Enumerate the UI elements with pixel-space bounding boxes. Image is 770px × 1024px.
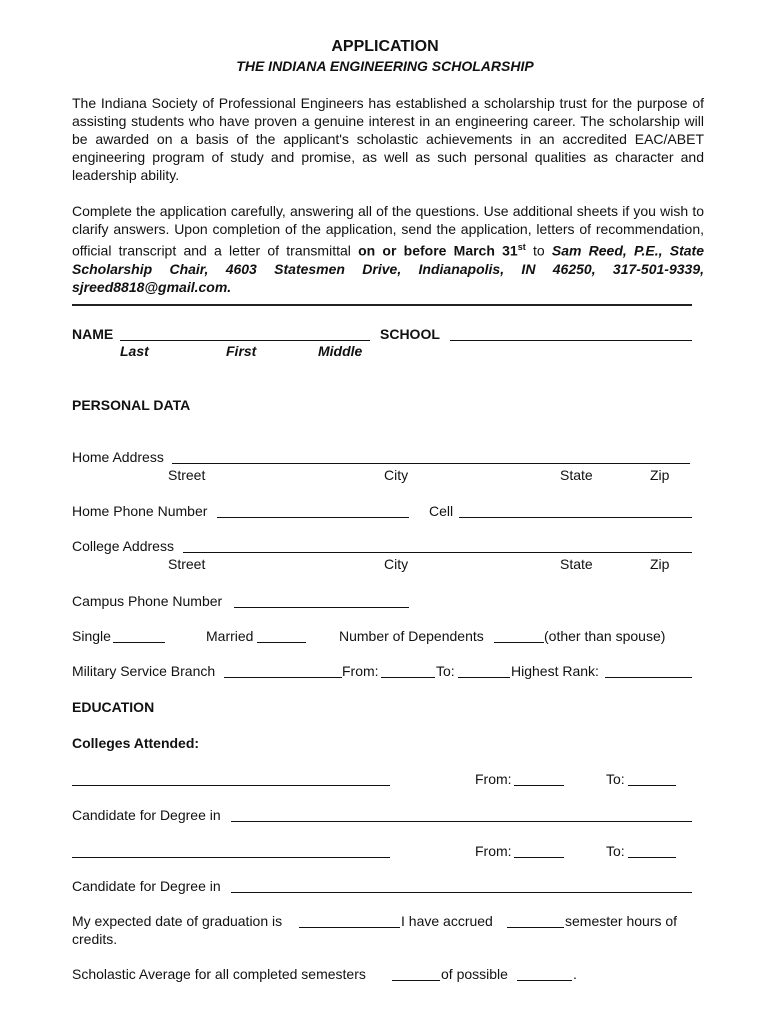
colleges-label: Colleges Attended: (72, 735, 200, 751)
semester-hours-label: semester hours of (565, 913, 678, 929)
military-from-field[interactable] (381, 664, 435, 678)
military-field[interactable] (224, 664, 342, 678)
instructions-paragraph (72, 202, 704, 296)
single-label: Single (72, 628, 111, 644)
to-text: to (525, 242, 545, 259)
married-label: Married (206, 628, 254, 644)
college-address-label: College Address (72, 538, 174, 554)
college-2-field[interactable] (72, 844, 390, 858)
school-label: SCHOOL (380, 326, 440, 342)
college-2-from-field[interactable] (514, 844, 564, 858)
name-label: NAME (72, 326, 114, 342)
military-label: Military Service Branch (72, 663, 216, 679)
home-address-field[interactable] (172, 450, 690, 464)
college-1-field[interactable] (72, 772, 390, 786)
home-street-caption: Street (168, 467, 206, 483)
grad-date-field[interactable] (299, 914, 400, 928)
last-caption: Last (120, 343, 149, 359)
college-2-from-label: From: (475, 843, 512, 859)
grad-date-label: My expected date of graduation is (72, 913, 283, 929)
name-field[interactable] (120, 327, 370, 341)
dependents-note: (other than spouse) (544, 628, 666, 644)
highest-rank-label: Highest Rank: (511, 663, 599, 679)
college-1-to-field[interactable] (628, 772, 676, 786)
form-title: APPLICATION (331, 38, 439, 55)
highest-rank-field[interactable] (605, 664, 692, 678)
mailing-address: Sam Reed, P.E., State Scholarship Chair, 4603 Statesmen Drive, Indianapolis, IN 46250, 317-501-9339, sjreed8818@gmail.com. (72, 242, 705, 295)
candidate-1-field[interactable] (231, 808, 692, 822)
semester-hours-field[interactable] (507, 914, 564, 928)
cell-field[interactable] (459, 504, 692, 518)
average-label: Scholastic Average for all completed semesters (72, 966, 366, 982)
college-1-from-label: From: (475, 771, 512, 787)
candidate-2-label: Candidate for Degree in (72, 878, 221, 894)
campus-phone-label: Campus Phone Number (72, 593, 223, 609)
college-zip-caption: Zip (650, 556, 670, 572)
education-heading: EDUCATION (72, 699, 155, 715)
military-to-field[interactable] (458, 664, 510, 678)
personal-heading: PERSONAL DATA (72, 397, 191, 413)
married-field[interactable] (257, 629, 306, 643)
first-caption: First (226, 343, 257, 359)
military-to-label: To: (436, 663, 455, 679)
possible-field[interactable] (517, 967, 572, 981)
instructions-text: Complete the application carefully, answering all of the questions. Use additional sheets if you wish to clarify answers. Upon completion of the application, send the application, letters of recommendation, official transcript and a letter of transmittal (72, 203, 704, 259)
home-zip-caption: Zip (650, 467, 670, 483)
average-field[interactable] (392, 967, 440, 981)
college-street-caption: Street (168, 556, 206, 572)
period-text: . (573, 966, 577, 982)
single-field[interactable] (113, 629, 165, 643)
of-possible-label: of possible (441, 966, 508, 982)
intro-paragraph: The Indiana Society of Professional Engineers has established a scholarship trust for the purpose of assisting students who have proven a genuine interest in an engineering career. The scholarship will be awarded on a basis of the applicant's scholastic achievements in an accredited EAC/ABET engineering program of study and promise, as well as such personal qualities as character and leadership ability. (72, 95, 704, 183)
military-from-label: From: (342, 663, 379, 679)
home-phone-field[interactable] (217, 504, 409, 518)
college-state-caption: State (560, 556, 593, 572)
form-subtitle: THE INDIANA ENGINEERING SCHOLARSHIP (236, 58, 534, 74)
school-field[interactable] (450, 327, 692, 341)
cell-label: Cell (429, 503, 454, 519)
deadline-sup: st (517, 242, 526, 252)
college-address-field[interactable] (183, 539, 692, 553)
home-address-label: Home Address (72, 449, 164, 465)
college-2-to-label: To: (606, 843, 625, 859)
middle-caption: Middle (318, 343, 363, 359)
home-state-caption: State (560, 467, 593, 483)
campus-phone-field[interactable] (234, 594, 409, 608)
dependents-label: Number of Dependents (339, 628, 484, 644)
dependents-field[interactable] (494, 629, 544, 643)
home-city-caption: City (384, 467, 409, 483)
home-phone-label: Home Phone Number (72, 503, 208, 519)
credits-label: credits. (72, 931, 118, 947)
divider (72, 304, 692, 306)
candidate-2-field[interactable] (231, 879, 692, 893)
candidate-1-label: Candidate for Degree in (72, 807, 221, 823)
college-city-caption: City (384, 556, 409, 572)
deadline-text: on or before March 31 (358, 242, 518, 259)
accrued-label: I have accrued (401, 913, 493, 929)
college-1-to-label: To: (606, 771, 625, 787)
college-2-to-field[interactable] (628, 844, 676, 858)
college-1-from-field[interactable] (514, 772, 564, 786)
